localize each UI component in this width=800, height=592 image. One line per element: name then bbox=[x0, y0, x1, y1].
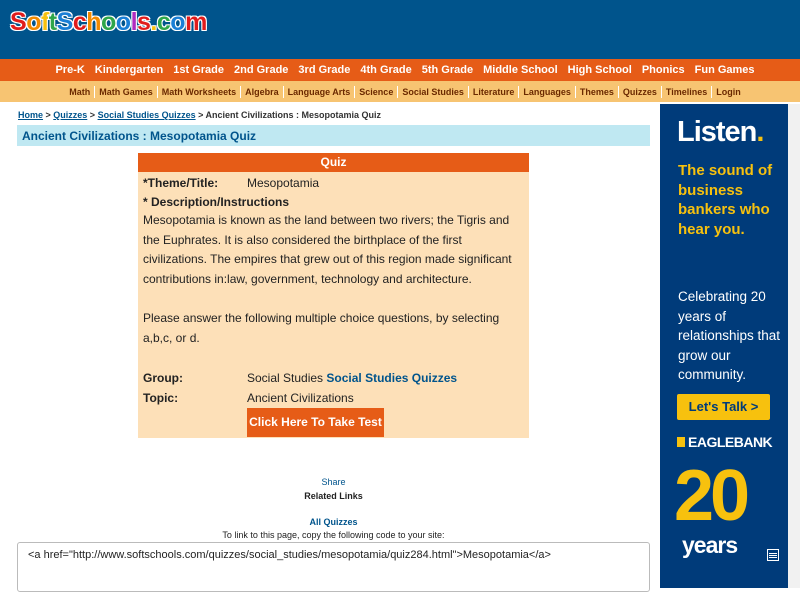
description-paragraph: Mesopotamia is known as the land between two rivers; the Tigris and the Euphrates. It is also considered the birthplace of the first civilizations. The empires that grew out of this region made significant contributions in:law, government, technology and architecture. bbox=[143, 213, 512, 286]
nav-separator bbox=[283, 86, 284, 98]
nav-separator bbox=[618, 86, 619, 98]
link-instructions: To link to this page, copy the following code to your site: bbox=[222, 530, 445, 540]
subnav-social-studies[interactable]: Social Studies bbox=[402, 86, 464, 97]
breadcrumb-social-studies-quizzes[interactable]: Social Studies Quizzes bbox=[97, 110, 196, 120]
logo-letter: c bbox=[72, 8, 87, 36]
subnav-quizzes[interactable]: Quizzes bbox=[622, 86, 657, 97]
ad-headline: Listen. bbox=[677, 116, 764, 148]
ad-body: Celebrating 20 years of relationships that grow our community. bbox=[678, 289, 781, 382]
all-quizzes-row bbox=[0, 517, 667, 527]
nav-separator bbox=[354, 86, 355, 98]
breadcrumb: Home > Quizzes > Social Studies Quizzes > Ancient Civilizations : Mesopotamia Quiz bbox=[18, 110, 382, 120]
nav-2nd-grade[interactable]: 2nd Grade bbox=[234, 64, 289, 76]
social-studies-quizzes-link[interactable]: Social Studies Quizzes bbox=[326, 371, 458, 385]
all-quizzes-link[interactable]: All Quizzes bbox=[309, 517, 358, 527]
nav-phonics[interactable]: Phonics bbox=[641, 64, 685, 76]
nav-separator bbox=[661, 86, 662, 98]
nav-4th-grade[interactable]: 4th Grade bbox=[360, 64, 412, 76]
subnav-math-games[interactable]: Math Games bbox=[99, 86, 153, 97]
subnav-literature[interactable]: Literature bbox=[472, 86, 515, 97]
nav-5th-grade[interactable]: 5th Grade bbox=[421, 64, 474, 76]
grade-nav bbox=[0, 59, 800, 81]
description-label: * Description/Instructions bbox=[143, 195, 290, 209]
breadcrumb-current: Ancient Civilizations : Mesopotamia Quiz bbox=[205, 110, 382, 120]
quiz-panel bbox=[138, 153, 529, 438]
topic-value: Ancient Civilizations bbox=[247, 391, 354, 405]
logo-letter: l bbox=[130, 8, 138, 36]
logo-letter: t bbox=[48, 8, 57, 36]
eaglebank-name: EAGLEBANK bbox=[688, 434, 773, 450]
nav-3rd-grade[interactable]: 3rd Grade bbox=[298, 64, 351, 76]
theme-value: Mesopotamia bbox=[247, 176, 320, 190]
share-link[interactable]: Share bbox=[321, 477, 346, 487]
subnav-math[interactable]: Math bbox=[69, 86, 91, 97]
subnav-languages[interactable]: Languages bbox=[523, 86, 571, 97]
subnav-language-arts[interactable]: Language Arts bbox=[287, 86, 351, 97]
equal-housing-lender-icon bbox=[767, 549, 779, 561]
logo-letter: m bbox=[185, 8, 207, 36]
anniversary-number: 20 bbox=[674, 456, 747, 536]
site-header bbox=[0, 0, 800, 59]
page-scrollbar[interactable] bbox=[788, 104, 800, 588]
lets-talk-button[interactable]: Let's Talk > bbox=[677, 394, 770, 420]
nav-separator bbox=[157, 86, 158, 98]
nav-separator bbox=[575, 86, 576, 98]
page-title: Ancient Civilizations : Mesopotamia Quiz bbox=[22, 128, 257, 143]
logo-letter: c bbox=[156, 8, 171, 36]
subnav-math-worksheets[interactable]: Math Worksheets bbox=[161, 86, 237, 97]
nav-high-school[interactable]: High School bbox=[567, 64, 632, 76]
nav-separator bbox=[468, 86, 469, 98]
nav-separator bbox=[711, 86, 712, 98]
nav-middle-school[interactable]: Middle School bbox=[483, 64, 558, 76]
eaglebank-ad[interactable] bbox=[660, 104, 788, 588]
logo-letter: o bbox=[115, 8, 131, 36]
page-title-bar bbox=[17, 125, 650, 146]
logo-letter: s bbox=[137, 8, 151, 36]
softschools-logo[interactable] bbox=[10, 8, 207, 37]
description-text bbox=[143, 211, 528, 348]
link-code-textbox[interactable]: <a href="http://www.softschools.com/quizzes/social_studies/mesopotamia/quiz284.html">Mesopotamia</a> bbox=[17, 542, 650, 592]
instructions-paragraph: Please answer the following multiple choice questions, by selecting a,b,c, or d. bbox=[143, 310, 500, 345]
group-value: Social Studies Social Studies Quizzes bbox=[247, 371, 458, 385]
subject-nav bbox=[0, 81, 800, 102]
nav-separator bbox=[94, 86, 95, 98]
topic-label: Topic: bbox=[143, 391, 179, 405]
breadcrumb-quizzes[interactable]: Quizzes bbox=[53, 110, 88, 120]
logo-letter: o bbox=[170, 8, 186, 36]
share-link-row bbox=[0, 477, 667, 487]
subnav-science[interactable]: Science bbox=[359, 86, 394, 97]
nav-separator bbox=[240, 86, 241, 98]
nav-kindergarten[interactable]: Kindergarten bbox=[94, 64, 164, 76]
subnav-themes[interactable]: Themes bbox=[579, 86, 614, 97]
logo-letter: o bbox=[26, 8, 41, 36]
eaglebank-logo-icon bbox=[677, 437, 685, 447]
nav-pre-k[interactable]: Pre-K bbox=[55, 64, 85, 76]
anniversary-years: years bbox=[682, 532, 738, 558]
group-label: Group: bbox=[143, 371, 183, 385]
nav-separator bbox=[518, 86, 519, 98]
nav-fun-games[interactable]: Fun Games bbox=[694, 64, 755, 76]
quiz-header: Quiz bbox=[138, 153, 529, 172]
logo-letter: h bbox=[86, 8, 101, 36]
logo-letter: o bbox=[101, 8, 116, 36]
theme-label: *Theme/Title: bbox=[143, 176, 219, 190]
subnav-algebra[interactable]: Algebra bbox=[245, 86, 279, 97]
nav-1st-grade[interactable]: 1st Grade bbox=[173, 64, 225, 76]
logo-letter: S bbox=[10, 8, 27, 36]
subnav-login[interactable]: Login bbox=[716, 86, 741, 97]
take-test-button[interactable]: Click Here To Take Test bbox=[247, 408, 384, 437]
nav-separator bbox=[397, 86, 398, 98]
logo-letter: S bbox=[56, 8, 73, 36]
subnav-timelines[interactable]: Timelines bbox=[665, 86, 708, 97]
ad-tagline: The sound of business bankers who hear you. bbox=[678, 162, 773, 238]
logo-letter: f bbox=[40, 8, 49, 36]
logo-letter: . bbox=[150, 8, 157, 36]
breadcrumb-home[interactable]: Home bbox=[18, 110, 44, 120]
related-links-heading: Related Links bbox=[304, 491, 363, 501]
